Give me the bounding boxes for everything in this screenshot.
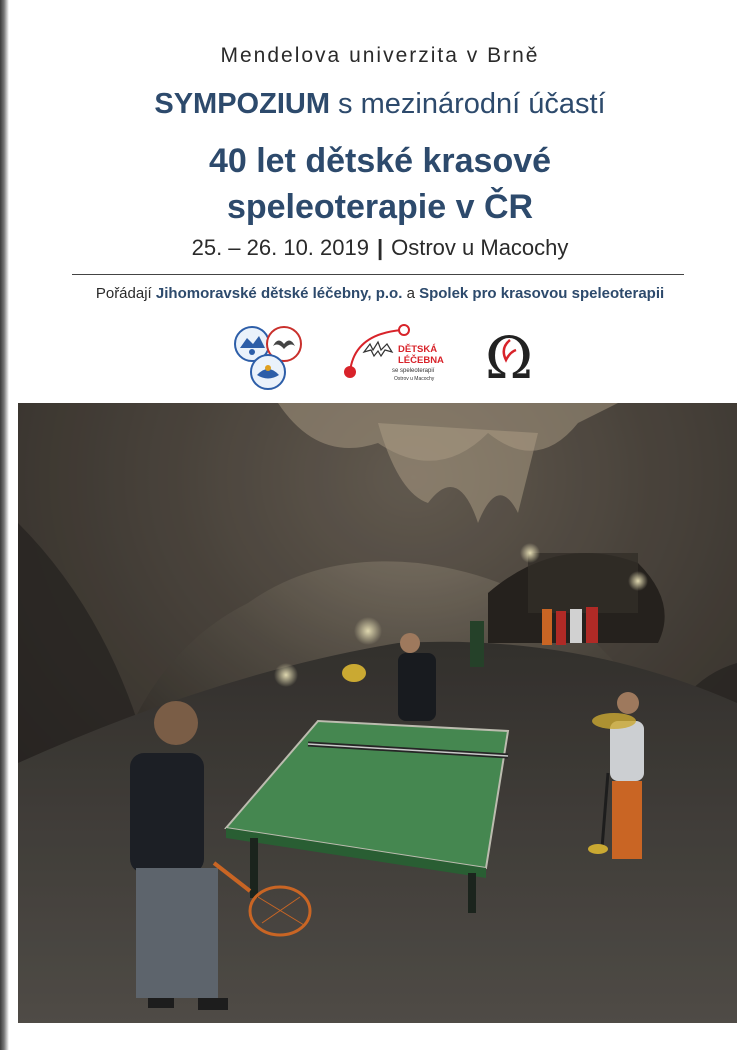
symposium-line [20,88,740,121]
organizers-prefix: Pořádají [95,285,152,302]
title-line-1: 40 let dětské krasové [208,142,552,180]
date-location-line [20,235,740,261]
organizers-conjunction: a [406,285,415,302]
symposium-word: SYMPOZIUM [154,88,330,120]
omega-symbol: Ω [484,324,534,388]
omega-logo [476,322,542,388]
title-line-2: speleoterapie v ČR [226,188,534,226]
event-location: Ostrov u Macochy [391,235,569,260]
ldl-line-1: DĚTSKÁ [398,344,438,355]
jihomoravske-lecebny-logo [232,322,308,392]
date-separator: | [376,235,384,260]
university-name: Mendelova univerzita v Brně [220,44,540,67]
header-divider [72,274,684,275]
poster-title [20,138,740,230]
binding-edge [0,0,9,1050]
organizer-1: Jihomoravské dětské léčebny, p.o. [155,285,403,302]
ldl-line-4: Ostrov u Macochy [394,376,435,382]
organizer-2: Spolek pro krasovou speleoterapii [419,285,665,302]
cave-scene [18,403,737,1023]
event-date: 25. – 26. 10. 2019 [191,235,369,260]
ldl-line-2: LÉČEBNA [398,355,444,366]
ldl-line-3: se speleoterapií [392,368,435,374]
cave-photo [18,403,737,1023]
symposium-subtitle: s mezinárodní účastí [338,88,606,120]
organizers-line [20,285,740,302]
logos-row [0,318,740,390]
detska-lecebna-logo [340,322,452,388]
